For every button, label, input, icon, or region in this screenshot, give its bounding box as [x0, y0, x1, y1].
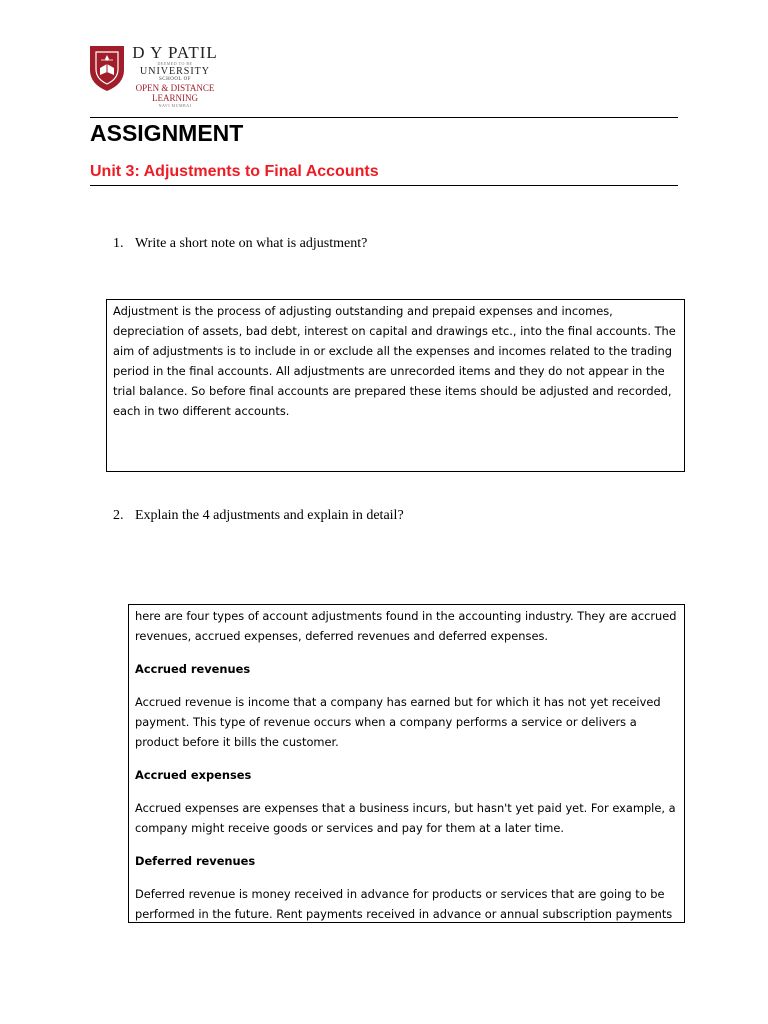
logo-wordmark [130, 44, 220, 108]
answer-intro: here are four types of account adjustments found in the accounting industry. They are accrued revenues, accrued expenses, deferred revenues and deferred expenses. [135, 609, 677, 643]
university-logo [88, 44, 220, 114]
section-heading-deferred-revenues: Deferred revenues [135, 854, 256, 868]
question-1 [113, 235, 367, 253]
question-text: Explain the 4 adjustments and explain in detail? [135, 508, 404, 523]
unit-divider [90, 185, 678, 186]
section-text-deferred-revenues: Deferred revenue is money received in advance for products or services that are going to be performed in the future. Rent payments received in advance or annual subscription payments [135, 887, 673, 921]
shield-icon [88, 44, 126, 92]
logo-odl-line1: OPEN & DISTANCE [135, 83, 215, 93]
logo-school: SCHOOL OF [159, 77, 191, 82]
logo-name: D Y PATIL [132, 43, 218, 62]
section-text-accrued-expenses: Accrued expenses are expenses that a business incurs, but hasn't yet paid yet. For example, a company might receive goods or services and pay for them at a later time. [135, 801, 676, 835]
logo-established: DEEMED TO BE [157, 61, 193, 66]
section-text-accrued-revenues: Accrued revenue is income that a company has earned but for which it has not yet received payment. This type of revenue occurs when a company performs a service or delivers a product before it bills the customer. [135, 695, 661, 749]
unit-title: Unit 3: Adjustments to Final Accounts [90, 163, 379, 180]
header-divider [90, 117, 678, 118]
logo-odl-line2: LEARNING [152, 93, 198, 103]
answer-paragraph: Adjustment is the process of adjusting outstanding and prepaid expenses and incomes, depreciation of assets, bad debt, interest on capital and drawings etc., into the final accounts. The aim of adjustments is to include in or exclude all the expenses and incomes related to the trading period in the final accounts. All adjustments are unrecorded items and they do not appear in the trial balance. So before final accounts are prepared these items should be adjusted and recorded, each in two different accounts. [113, 304, 676, 418]
question-2 [113, 507, 404, 525]
page-title: ASSIGNMENT [90, 120, 244, 146]
question-text: Write a short note on what is adjustment? [135, 236, 368, 251]
logo-university: UNIVERSITY [140, 66, 210, 77]
section-heading-accrued-expenses: Accrued expenses [135, 768, 252, 782]
answer-box-1 [106, 299, 685, 472]
answer-box-2 [128, 604, 685, 923]
question-number: 1. [113, 236, 124, 251]
section-heading-accrued-revenues: Accrued revenues [135, 662, 251, 676]
question-number: 2. [113, 508, 124, 523]
logo-city: NAVI MUMBAI [158, 103, 192, 108]
